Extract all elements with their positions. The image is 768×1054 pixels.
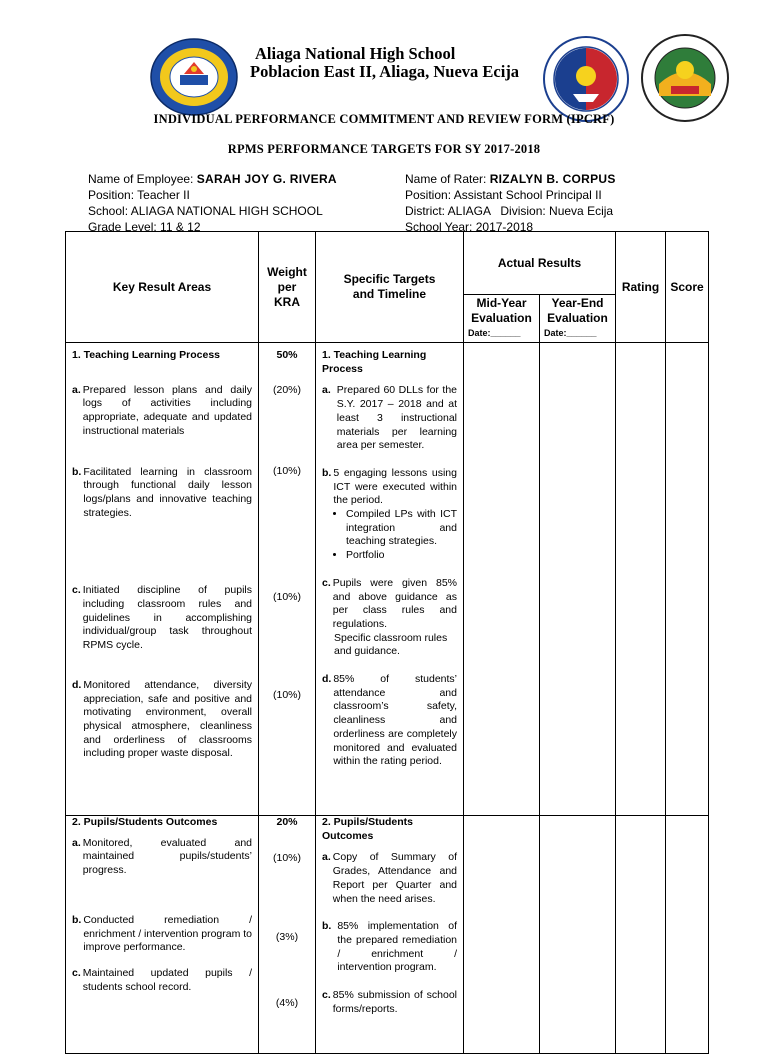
score-cell[interactable]	[666, 343, 709, 816]
target-item: b. 85% implementation of the prepared remediation / enrichment / intervention program.	[322, 920, 457, 974]
kra-title: 2. Pupils/Students Outcomes	[72, 816, 218, 828]
school-address: Poblacion East II, Aliaga, Nueva Ecija	[250, 62, 520, 81]
weight-value: (4%)	[275, 997, 299, 1010]
weight-column-section1	[259, 343, 316, 816]
kra-column-section1	[66, 343, 259, 816]
header-weight: Weight per KRA	[259, 232, 316, 343]
header-kra: Key Result Areas	[66, 232, 259, 343]
employee-info	[88, 171, 337, 235]
aliaga-nhs-seal	[150, 38, 238, 116]
weight-value: (10%)	[272, 465, 301, 478]
bullet-item: • Portfolio	[346, 549, 457, 563]
target-item: a. Prepared 60 DLLs for the S.Y. 2017 – 2018 and at least 3 instructional materials per learning area per semester.	[322, 384, 457, 452]
targets-title: RPMS PERFORMANCE TARGETS FOR SY 2017-2018	[227, 142, 541, 156]
school-name: Aliaga National High School	[255, 44, 456, 63]
rater-name-label: Name of Rater:	[405, 172, 490, 186]
kra-column-section2	[66, 816, 259, 1054]
rater-school-year: School Year: 2017-2018	[405, 220, 534, 234]
header-actual-results: Actual Results	[464, 232, 616, 295]
target-title: 2. Pupils/Students Outcomes	[322, 816, 414, 842]
section-teaching-learning	[66, 343, 709, 816]
year-end-cell[interactable]	[540, 816, 616, 1054]
kra-item: d. Monitored attendance, diversity appreciation, safe and positive and motivating environment, overall physical atmosphere, cleanliness and orderliness of classrooms including proper waste disposal.	[72, 678, 252, 760]
kra-item: b. Conducted remediation / enrichment / intervention program to improve performance.	[72, 913, 253, 954]
employee-name: SARAH JOY G. RIVERA	[196, 172, 337, 186]
kra-item: a. Monitored, evaluated and maintained pupils/students’ progress.	[72, 836, 252, 877]
mid-year-cell[interactable]	[464, 343, 540, 816]
header-mid-year: Mid-Year Evaluation Date:______	[464, 295, 540, 343]
header-rating: Rating	[616, 232, 666, 343]
weight-value: 50%	[276, 349, 298, 361]
weight-value: (10%)	[272, 688, 301, 701]
header-score: Score	[666, 232, 709, 343]
weight-value: (3%)	[275, 931, 299, 944]
kra-item: a. Prepared lesson plans and daily logs of activities including appropriate, adequate and updated instructional materials	[72, 383, 252, 437]
target-item: c. Pupils were given 85% and above guidance as per class rules and regulations.	[322, 576, 457, 630]
score-cell[interactable]	[666, 816, 709, 1054]
weight-value: (20%)	[272, 383, 301, 396]
rater-info	[405, 171, 616, 235]
employee-position: Position: Teacher II	[88, 188, 190, 202]
kra-item: b. Facilitated learning in classroom through functional daily lesson logs/plans and innovative teaching strategies.	[72, 465, 252, 519]
target-column-section1	[316, 343, 464, 816]
division-seal	[641, 34, 729, 122]
form-title: INDIVIDUAL PERFORMANCE COMMITMENT AND REVIEW FORM (IPCRF)	[153, 112, 615, 126]
target-title: 1. Teaching Learning Process	[322, 349, 427, 375]
rater-district: District: ALIAGA Division: Nueva Ecija	[405, 204, 614, 218]
rater-position: Position: Assistant School Principal II	[405, 188, 602, 202]
rating-cell[interactable]	[616, 816, 666, 1054]
target-column-section2	[316, 816, 464, 1054]
target-bullets	[322, 508, 457, 563]
section-pupils-outcomes	[66, 816, 709, 1054]
mid-year-cell[interactable]	[464, 816, 540, 1054]
target-item: c. 85% submission of school forms/reports.	[322, 989, 457, 1015]
target-item: a. Copy of Summary of Grades, Attendance and Report per Quarter and when the need arises.	[322, 851, 457, 905]
weight-value: 20%	[276, 816, 298, 828]
bullet-item: • Compiled LPs with ICT integration and teaching strategies.	[346, 508, 457, 549]
weight-value: (10%)	[272, 591, 301, 604]
year-end-cell[interactable]	[540, 343, 616, 816]
target-extra: Specific classroom rules and guidance.	[334, 631, 448, 658]
ipcrf-table	[65, 231, 709, 1054]
header-year-end: Year-End Evaluation Date:______	[540, 295, 616, 343]
rating-cell[interactable]	[616, 343, 666, 816]
kra-item: c. Maintained updated pupils / students school record.	[72, 966, 252, 993]
deped-seal	[543, 36, 629, 122]
rater-name: RIZALYN B. CORPUS	[489, 172, 616, 186]
employee-name-label: Name of Employee:	[88, 172, 197, 186]
employee-grade: Grade Level: 11 & 12	[88, 220, 201, 234]
target-item: b. 5 engaging lessons using ICT were executed within the period.	[322, 466, 457, 507]
weight-value: (10%)	[272, 851, 301, 864]
weight-column-section2	[259, 816, 316, 1054]
kra-title: 1. Teaching Learning Process	[72, 349, 221, 361]
header-targets: Specific Targets and Timeline	[316, 232, 464, 343]
kra-item: c. Initiated discipline of pupils including classroom rules and guidelines in accomplishing individual/group task throughout RPMS cycle.	[72, 584, 252, 652]
employee-school: School: ALIAGA NATIONAL HIGH SCHOOL	[88, 204, 323, 218]
target-item: d. 85% of students’ attendance and classroom’s safety, cleanliness and orderliness are completely monitored and evaluated within the rating period.	[322, 673, 457, 768]
